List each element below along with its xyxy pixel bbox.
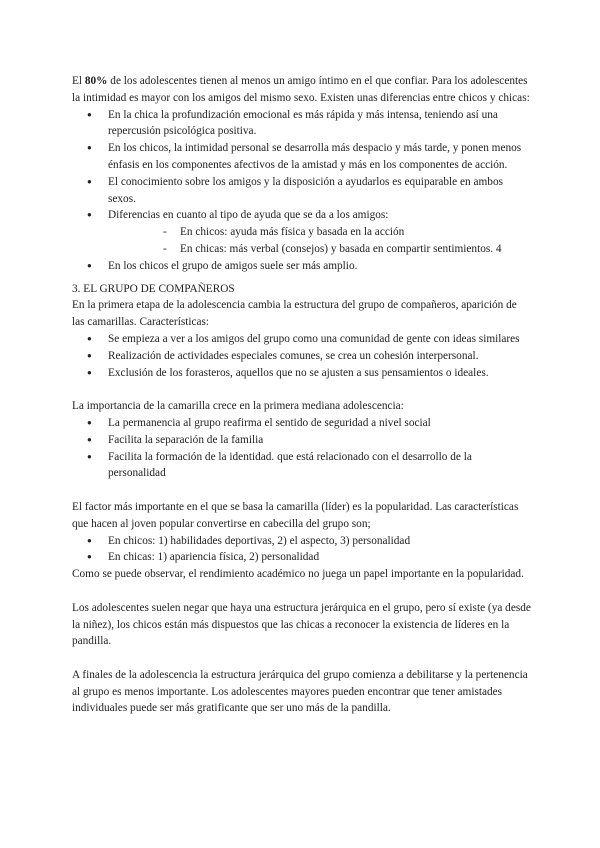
importance-intro-paragraph: La importancia de la camarilla crece en la primera mediana adolescencia: [72, 400, 404, 413]
list-item: ● En la chica la profundización emocional es más rápida y más intensa, teniendo así una repercusión psicológica positiva. [72, 107, 532, 141]
intro-text-pre: El [72, 75, 85, 87]
list-item: ● Facilita la separación de la familia [72, 432, 532, 449]
spacer [72, 482, 532, 499]
list-item: ● Exclusión de los forasteros, aquellos que no se ajusten a sus pensamientos o ideales. [72, 365, 532, 382]
list-item [72, 207, 532, 257]
list-item: ● En los chicos el grupo de amigos suele ser más amplio. [72, 258, 532, 275]
intro-text-post: de los adolescentes tienen al menos un amigo íntimo en el que confiar. Para los adolescentes la intimidad es mayor con los amigos del mismo sexo. Existen unas diferencias entre chicos y chicas: [72, 75, 530, 104]
late-adolescence-paragraph: A finales de la adolescencia la estructura jerárquica del grupo comienza a debilitarse y la pertenencia al grupo es menos importante. Los adolescentes mayores pueden encontrar que tener amistades individuales puede ser más gratificante que ser uno más de la pandilla. [72, 668, 528, 715]
popularity-bullet-list [72, 533, 532, 567]
list-item: ● En chicas: 1) apariencia física, 2) personalidad [72, 549, 532, 566]
list-item: ● La permanencia al grupo reafirma el sentido de seguridad a nivel social [72, 415, 532, 432]
popularity-outro-paragraph: Como se puede observar, el rendimiento académico no juega un papel importante en la popularidad. [72, 568, 524, 581]
sub-list-item: - En chicas: más verbal (consejos) y basada en compartir sentimientos. 4 [108, 241, 532, 258]
spacer [72, 650, 532, 667]
spacer [72, 583, 532, 600]
popularity-intro-paragraph: El factor más importante en el que se basa la camarilla (líder) es la popularidad. Las características que hacen al joven popular convertirse en cabecilla del grupo son; [72, 500, 519, 530]
list-item: ● El conocimiento sobre los amigos y la disposición a ayudarlos es equiparable en ambos sexos. [72, 174, 532, 208]
list-item-text: Diferencias en cuanto al tipo de ayuda que se da a los amigos: [108, 209, 389, 222]
list-item: ● En los chicos, la intimidad personal se desarrolla más despacio y más tarde, y ponen menos énfasis en los componentes afectivos de la amistad y más en los componentes de acción. [72, 140, 532, 174]
sub-list-item: - En chicos: ayuda más física y basada en la acción [108, 224, 532, 241]
hierarchy-paragraph: Los adolescentes suelen negar que haya una estructura jerárquica en el grupo, pero sí existe (ya desde la niñez), los chicos están más dispuestos que las chicas a reconocer la existencia de líderes en la pandilla. [72, 601, 531, 648]
list-item: ● Realización de actividades especiales comunes, se crea un cohesión interpersonal. [72, 348, 532, 365]
group-bullet-list [72, 331, 532, 381]
intro-bullet-list [72, 107, 532, 275]
group-intro-paragraph: En la primera etapa de la adolescencia cambia la estructura del grupo de compañeros, aparición de las camarillas. Características: [72, 299, 517, 329]
document-body [72, 73, 532, 717]
list-item: ● Facilita la formación de la identidad. que está relacionado con el desarrollo de la personalidad [72, 449, 532, 483]
list-item: ● Se empieza a ver a los amigos del grupo como una comunidad de gente con ideas similares [72, 331, 532, 348]
list-item: ● En chicos: 1) habilidades deportivas, 2) el aspecto, 3) personalidad [72, 533, 532, 550]
spacer [72, 381, 532, 398]
intro-paragraph [72, 73, 532, 107]
sub-bullet-list [108, 224, 532, 258]
intro-percentage: 80% [84, 75, 108, 87]
section-heading: 3. EL GRUPO DE COMPAÑEROS [72, 282, 235, 295]
importance-bullet-list [72, 415, 532, 482]
